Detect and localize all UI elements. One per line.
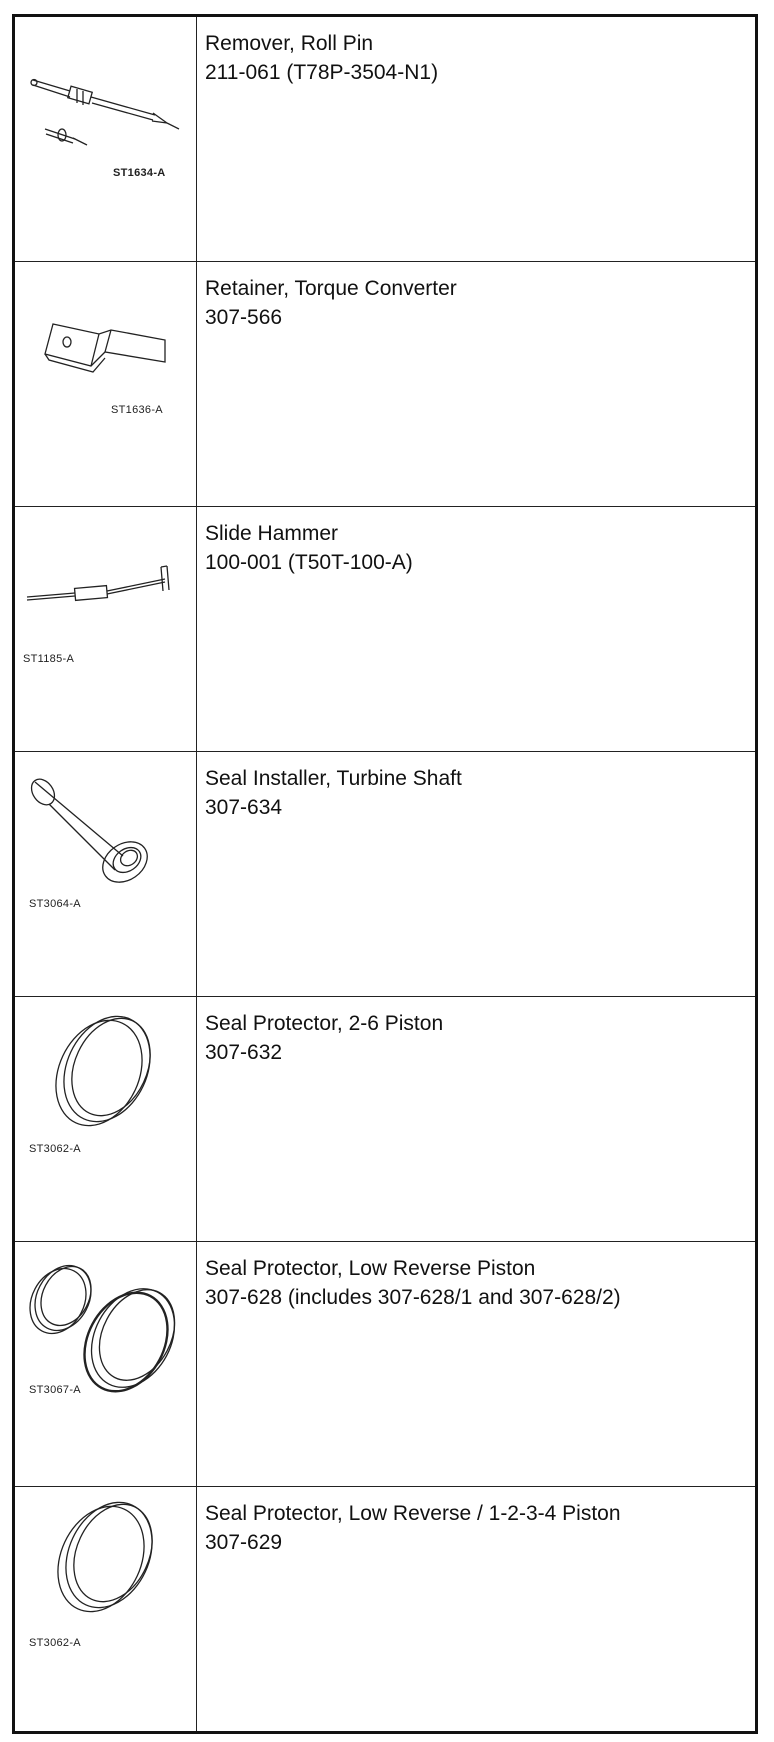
tool-name: Seal Installer, Turbine Shaft xyxy=(205,767,462,790)
tool-number: 307-566 xyxy=(205,306,283,329)
figure-code: ST3067-A xyxy=(29,1384,81,1396)
torque-converter-retainer-illustration xyxy=(15,262,196,507)
tool-number: 307-628 (includes 307-628/1 and 307-628/2) xyxy=(205,1286,621,1309)
tool-name: Retainer, Torque Converter xyxy=(205,277,457,300)
tool-illustration-cell xyxy=(15,507,197,751)
tool-number: 100-001 (T50T-100-A) xyxy=(205,551,413,574)
tool-number: 307-634 xyxy=(205,796,283,819)
tool-name: Remover, Roll Pin xyxy=(205,32,374,55)
tool-row xyxy=(15,1242,755,1487)
tool-description xyxy=(197,17,755,261)
figure-code: ST1185-A xyxy=(23,653,75,665)
tool-name: Seal Protector, Low Reverse Piston xyxy=(205,1257,536,1280)
figure-code: ST1636-A xyxy=(111,404,163,416)
figure-code: ST3062-A xyxy=(29,1143,81,1155)
tool-name: Seal Protector, Low Reverse / 1-2-3-4 Piston xyxy=(205,1502,621,1525)
tool-row xyxy=(15,17,755,262)
tool-illustration-cell xyxy=(15,262,197,506)
tool-name: Seal Protector, 2-6 Piston xyxy=(205,1012,444,1035)
tool-row xyxy=(15,1487,755,1731)
seal-protector-rings-pair-illustration xyxy=(15,1242,196,1487)
tool-row xyxy=(15,262,755,507)
figure-code: ST3064-A xyxy=(29,898,81,910)
tool-number: 307-629 xyxy=(205,1531,283,1554)
tool-number: 211-061 (T78P-3504-N1) xyxy=(205,61,439,84)
tool-row xyxy=(15,507,755,752)
tool-row xyxy=(15,752,755,997)
special-tools-table xyxy=(12,14,758,1734)
tool-description xyxy=(197,997,755,1241)
tool-illustration-cell xyxy=(15,17,197,261)
seal-installer-illustration xyxy=(15,752,196,997)
figure-code: ST1634-A xyxy=(113,167,166,179)
roll-pin-remover-illustration xyxy=(15,17,196,262)
tool-description xyxy=(197,1487,755,1731)
tool-illustration-cell xyxy=(15,1242,197,1486)
tool-number: 307-632 xyxy=(205,1041,283,1064)
figure-code: ST3062-A xyxy=(29,1637,81,1649)
seal-protector-ring-illustration xyxy=(15,1487,196,1731)
tool-illustration-cell xyxy=(15,997,197,1241)
slide-hammer-illustration xyxy=(15,507,196,752)
tool-row xyxy=(15,997,755,1242)
tool-description xyxy=(197,507,755,751)
tool-illustration-cell xyxy=(15,1487,197,1731)
tool-description xyxy=(197,752,755,996)
tool-name: Slide Hammer xyxy=(205,522,339,545)
seal-protector-ring-illustration xyxy=(15,997,196,1242)
tool-description xyxy=(197,262,755,506)
tool-description xyxy=(197,1242,755,1486)
tool-illustration-cell xyxy=(15,752,197,996)
